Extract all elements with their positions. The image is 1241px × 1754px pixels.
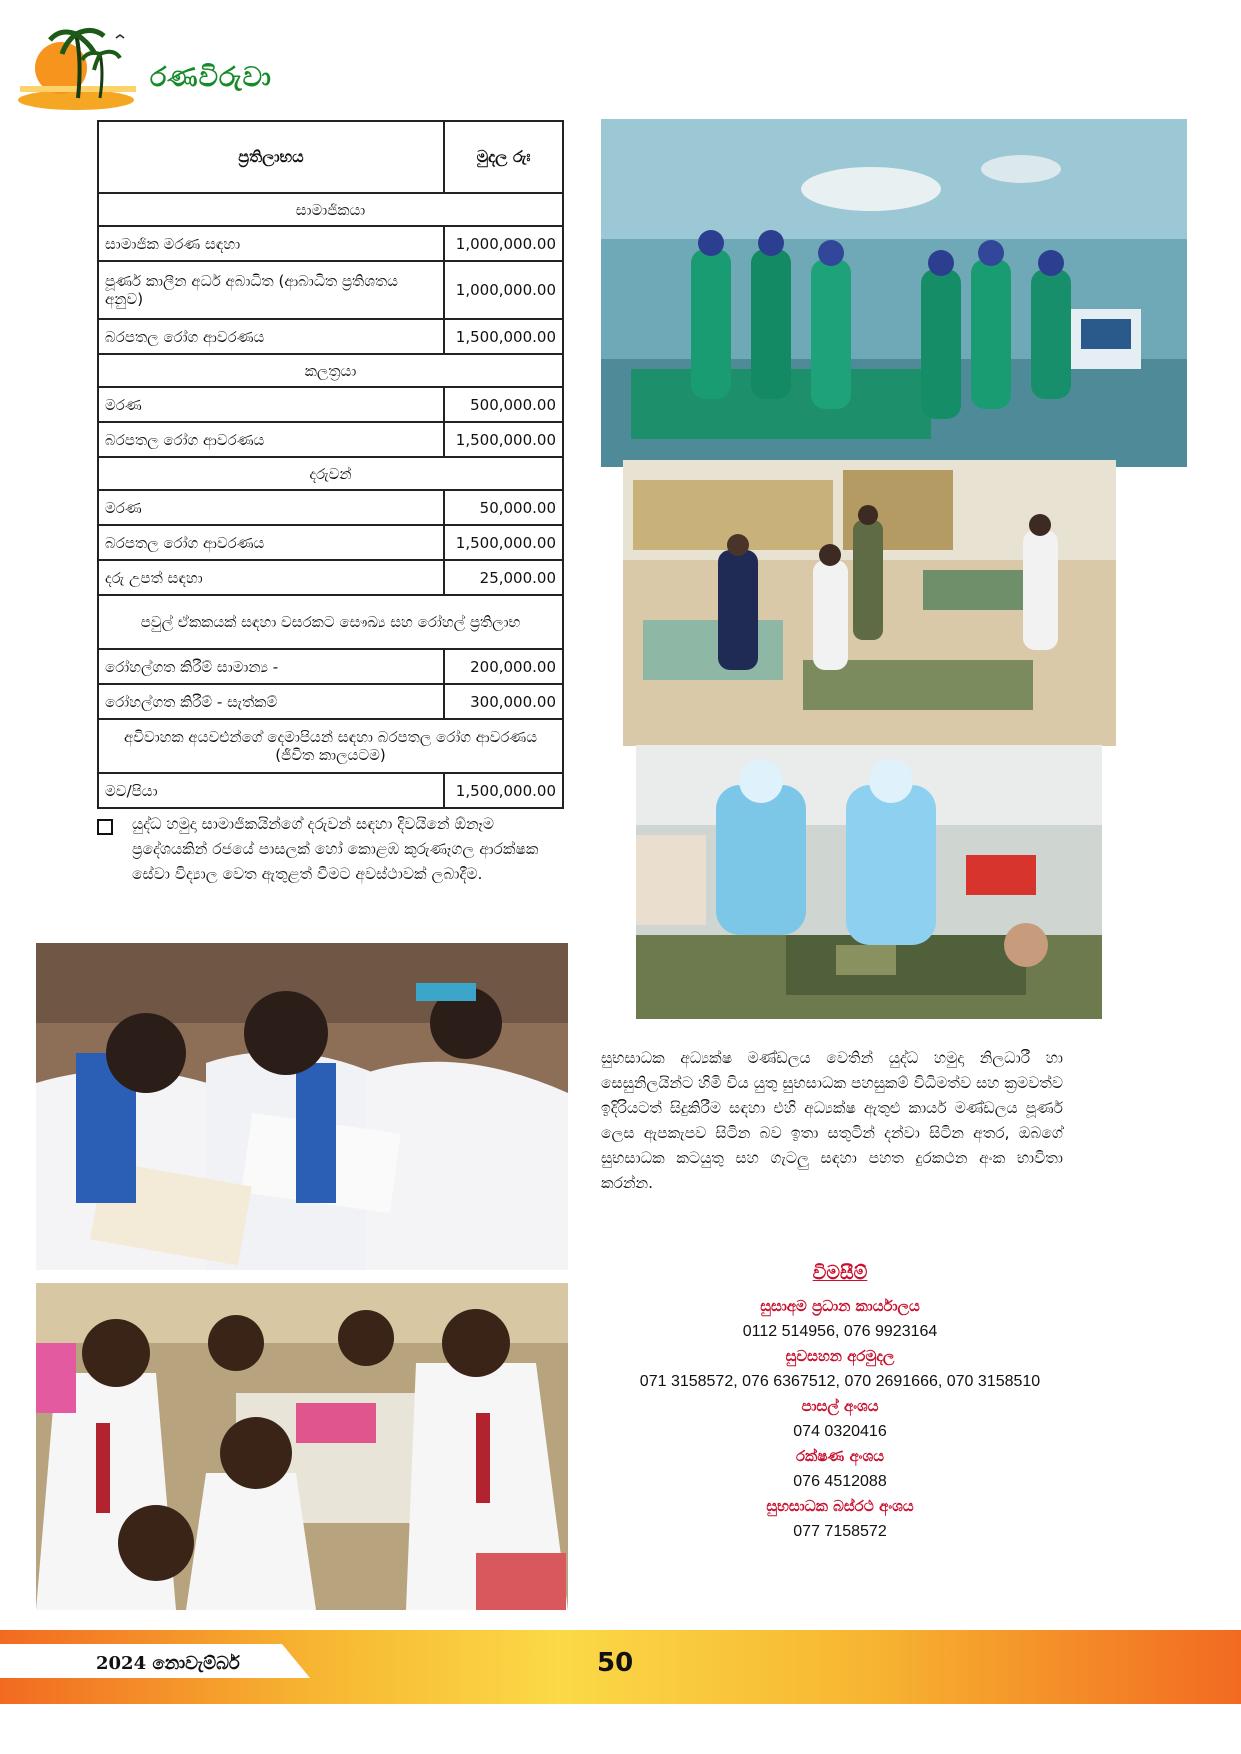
column-header-amount: මුදල රුඃ — [444, 121, 563, 193]
row-label: සාමාජික මරණ සඳහා — [98, 226, 444, 261]
contact-heading: සුවසහන අරමුදල — [785, 1347, 895, 1365]
row-label: රෝහල්ගත කිරීම් සාමාන්‍ය - — [98, 649, 444, 684]
section-title: සාමාජිකයා — [98, 193, 563, 226]
row-label: බරපතල රෝග ආවරණය — [98, 525, 444, 560]
row-label: බරපතල රෝග ආවරණය — [98, 319, 444, 354]
row-amount: 500,000.00 — [444, 387, 563, 422]
row-amount: 1,500,000.00 — [444, 525, 563, 560]
photo-blood-donation-closeup — [636, 745, 1102, 1019]
photo-students-writing — [36, 943, 568, 1270]
row-label: පූර්ණ කාලීන අර්ධ අබාධිත (ආබාධිත ප්‍රතිශතය අනුව) — [98, 261, 444, 319]
contact-heading: රක්ෂණ අංශය — [795, 1447, 885, 1465]
row-label: බරපතල රෝග ආවරණය — [98, 422, 444, 457]
palm-sunset-logo-icon — [16, 20, 146, 112]
checkbox-bullet-icon — [97, 819, 113, 835]
contact-heading: සුභසාධක බස්රථ අංශය — [766, 1497, 914, 1515]
row-amount: 1,500,000.00 — [444, 422, 563, 457]
section-title: කලත්‍රයා — [98, 354, 563, 387]
row-amount: 50,000.00 — [444, 490, 563, 525]
contacts-title: විමසීම් — [812, 1262, 868, 1284]
contact-heading: පාසල් අංශය — [801, 1397, 879, 1415]
section-title: අවිවාහක අයවළුන්ගේ දෙමාපියන් සඳහා බරපතල රෝග ආවරණය (ජීවිත කාලයටම) — [98, 719, 563, 773]
contact-heading: සුසාඅම ප්‍රධාන කාර්යාලය — [760, 1297, 920, 1315]
row-amount: 1,500,000.00 — [444, 319, 563, 354]
row-label: මව/පියා — [98, 773, 444, 808]
contact-numbers: 074 0320416 — [793, 1423, 887, 1440]
row-amount: 300,000.00 — [444, 684, 563, 719]
column-header-benefit: ප්‍රතිලාභය — [98, 121, 444, 193]
logo — [16, 20, 146, 112]
contacts-block — [620, 1262, 1060, 1544]
contact-numbers: 0112 514956, 076 9923164 — [742, 1323, 938, 1340]
row-label: මරණ — [98, 387, 444, 422]
photo-surgery — [601, 119, 1187, 467]
row-label: දරු උපත් සඳහා — [98, 560, 444, 595]
row-amount: 1,500,000.00 — [444, 773, 563, 808]
contact-numbers: 071 3158572, 076 6367512, 070 2691666, 070 3158510 — [639, 1373, 1041, 1390]
bullet-text: යුද්ධ හමුදා සාමාජිකයින්ගේ දරුවන් සඳහා දිවයිනේ ඕනෑම ප්‍රදේශයකින් රජයේ පාසලක් හෝ කොළඹ කුරුණෑගල ආරක්ෂක සේවා විද්‍යාල වෙත ඇතුළත් වීමට අවස්ථාවක් ලබාදීම. — [132, 815, 539, 883]
photo-children-smiling — [36, 1283, 568, 1610]
section-title: පවුල් ඒකකයක් සඳහා වසරකට සෞඛ්‍ය සහ රෝහල් ප්‍රතිලාභ — [98, 595, 563, 649]
contact-numbers: 076 4512088 — [793, 1473, 887, 1490]
body-paragraph: සුභසාධක අධ්‍යක්ෂ මණ්ඩලය වෙතින් යුද්ධ හමුදා නිලධාරී හා සෙසුනිලයින්ට හිමි විය යුතු සුභසාධක පහසුකම් විධිමත්ව සහ ක්‍රමවත්ව ඉදිරියටත් සිදුකිරීම සඳහා එහි අධ්‍යක්ෂ ඇතුළු කාර්ය මණ්ඩලය පූර්ණ ලෙස ඇපකැපව සිටින බව ඉතා සතුටින් දන්වා සිටින අතර, ඔබගේ සුභසාධක කටයුතු සහ ගැටලු සඳහා පහත දුරකථන අංක භාවිතා කරන්න. — [601, 1049, 1063, 1192]
footer-date: 2024 නොවැම්බර් — [96, 1653, 240, 1674]
benefits-table — [97, 120, 564, 809]
photo-blood-donation-hall — [623, 460, 1116, 746]
contact-numbers: 077 7158572 — [793, 1523, 887, 1540]
row-amount: 25,000.00 — [444, 560, 563, 595]
row-label: රෝහල්ගත කිරීම් - සැත්කම් — [98, 684, 444, 719]
row-label: මරණ — [98, 490, 444, 525]
row-amount: 1,000,000.00 — [444, 226, 563, 261]
row-amount: 1,000,000.00 — [444, 261, 563, 319]
magazine-title: රණවිරුවා — [150, 62, 272, 93]
row-amount: 200,000.00 — [444, 649, 563, 684]
section-title: දරුවන් — [98, 457, 563, 490]
page-number: 50 — [597, 1648, 634, 1678]
